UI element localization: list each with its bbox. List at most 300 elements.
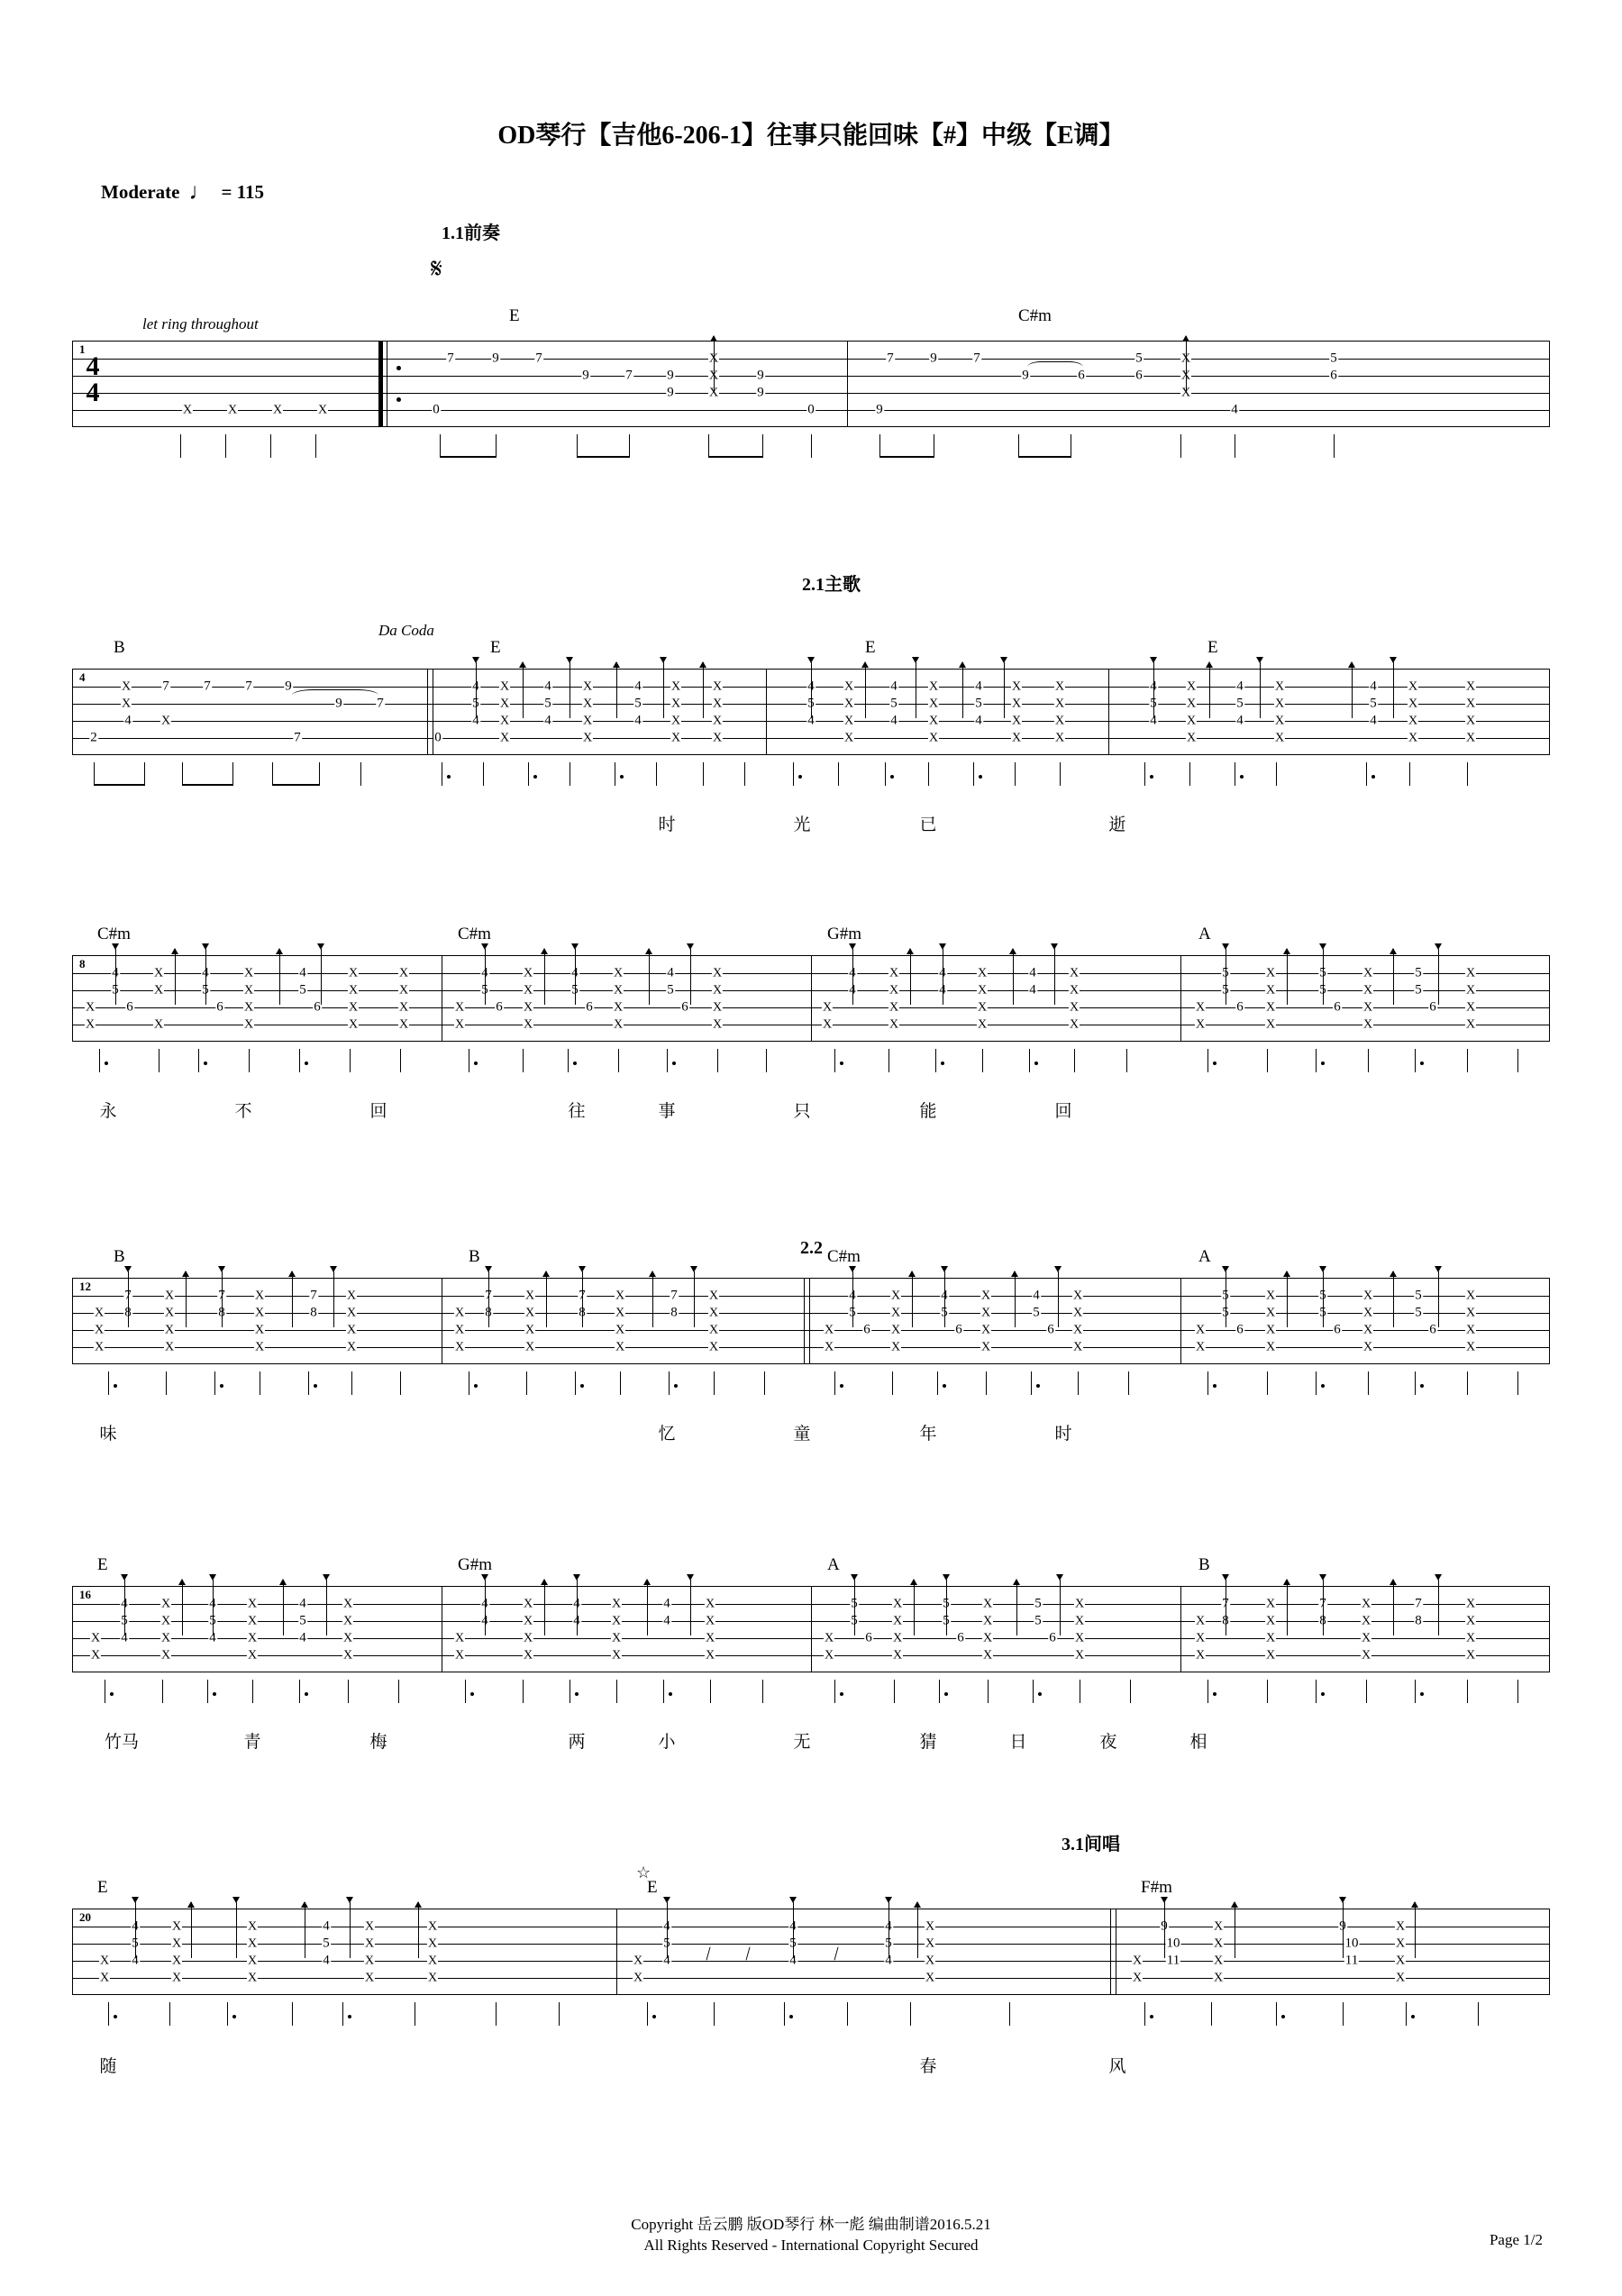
tab-note: 5 xyxy=(849,1305,856,1320)
chord-name: A xyxy=(1198,1247,1211,1266)
tab-note: X xyxy=(153,983,164,998)
tab-note: X xyxy=(888,966,899,980)
tab-note: 7 xyxy=(670,1288,678,1303)
tab-note: X xyxy=(843,731,854,745)
slur xyxy=(1027,361,1083,373)
lyric-syllable: 永 xyxy=(99,1102,117,1121)
tab-note: X xyxy=(712,714,723,728)
da-coda-text: Da Coda xyxy=(378,622,434,639)
tab-staff xyxy=(72,1278,1550,1364)
tab-note: X xyxy=(1265,1597,1276,1611)
tab-note: 5 xyxy=(1222,982,1229,998)
tab-note: X xyxy=(1213,1954,1224,1968)
tab-note: X xyxy=(454,1648,465,1663)
tab-note: 5 xyxy=(1415,965,1422,980)
tab-note: 7 xyxy=(124,1288,132,1303)
tab-note: 6 xyxy=(1429,1322,1436,1337)
tab-note: X xyxy=(272,403,283,417)
tab-note: X xyxy=(712,731,723,745)
quarter-note-icon: ♩ xyxy=(188,178,213,205)
tab-note: X xyxy=(888,1000,899,1015)
tab-note: 4 xyxy=(1029,965,1036,980)
tab-note: 4 xyxy=(299,1630,306,1645)
tab-note: X xyxy=(1362,1323,1373,1337)
tab-note: X xyxy=(1213,1971,1224,1985)
tab-note: X xyxy=(364,1971,375,1985)
tab-note: X xyxy=(346,1323,357,1337)
chord-name: B xyxy=(114,638,125,657)
chord-name: F#m xyxy=(1141,1878,1172,1897)
tab-note: 5 xyxy=(1319,982,1326,998)
tab-note: X xyxy=(712,1017,723,1032)
tab-note: X xyxy=(843,697,854,711)
tab-note: X xyxy=(427,1954,438,1968)
tab-note: 7 xyxy=(485,1288,492,1303)
tab-note: X xyxy=(398,983,409,998)
tab-staff xyxy=(72,341,1550,427)
tab-note: X xyxy=(523,966,533,980)
chord-name: C#m xyxy=(1018,306,1052,325)
page-number: Page 1/2 xyxy=(1489,2231,1543,2248)
tab-note: X xyxy=(980,1323,991,1337)
tab-note: 4 xyxy=(209,1596,216,1611)
tab-note: X xyxy=(843,714,854,728)
tab-note: X xyxy=(85,1017,96,1032)
tab-note: 5 xyxy=(634,696,642,711)
tab-note: X xyxy=(1265,966,1276,980)
tab-note: X xyxy=(705,1648,715,1663)
tab-note: X xyxy=(1465,966,1476,980)
tab-note: X xyxy=(90,1648,101,1663)
tab-note: X xyxy=(1465,1000,1476,1015)
tab-note: X xyxy=(1132,1954,1143,1968)
tab-note: X xyxy=(1072,1323,1083,1337)
tab-note: 8 xyxy=(1415,1613,1422,1628)
tab-note: X xyxy=(1395,1971,1406,1985)
tab-note: 7 xyxy=(245,679,252,694)
tab-note: X xyxy=(928,731,939,745)
tab-note: 11 xyxy=(1166,1953,1180,1968)
tab-note: 8 xyxy=(579,1305,586,1320)
tab-note: 5 xyxy=(807,696,815,711)
lyric-syllable: 猜 xyxy=(919,1733,937,1752)
tab-note: X xyxy=(1362,983,1373,998)
tab-note: X xyxy=(348,1017,359,1032)
tempo-text: Moderate xyxy=(101,180,180,203)
tab-note: 4 xyxy=(975,713,982,728)
tab-note: X xyxy=(890,1340,901,1354)
chord-name: E xyxy=(97,1878,108,1897)
tab-note: 5 xyxy=(943,1613,950,1628)
tab-note: X xyxy=(1186,697,1197,711)
tab-note: X xyxy=(164,1289,175,1303)
tab-note: X xyxy=(523,1614,533,1628)
tab-note: 4 xyxy=(1029,982,1036,998)
chord-name: B xyxy=(1198,1555,1210,1574)
tab-note: X xyxy=(398,1017,409,1032)
tab-note: X xyxy=(888,983,899,998)
tab-note: X xyxy=(243,1017,254,1032)
tab-staff xyxy=(72,1586,1550,1672)
tab-note: 9 xyxy=(757,385,764,400)
tab-note: X xyxy=(1011,731,1022,745)
lyric-syllable: 无 xyxy=(793,1733,811,1752)
tab-note: X xyxy=(633,1971,643,1985)
tab-note: X xyxy=(1465,697,1476,711)
tab-note: X xyxy=(1465,731,1476,745)
chord-name: C#m xyxy=(827,1247,861,1266)
tab-note: X xyxy=(1069,1000,1080,1015)
tab-note: X xyxy=(712,679,723,694)
tab-note: 6 xyxy=(1334,1322,1341,1337)
tab-note: X xyxy=(1074,1597,1085,1611)
lyric-syllable: 能 xyxy=(919,1102,937,1121)
tab-note: 5 xyxy=(1415,1305,1422,1320)
tab-note: X xyxy=(892,1631,903,1645)
tab-note: 5 xyxy=(1222,1288,1229,1303)
tab-note: X xyxy=(247,1631,258,1645)
tab-note: 4 xyxy=(789,1918,797,1934)
tab-note: X xyxy=(1265,1323,1276,1337)
lyric-syllable: 回 xyxy=(369,1102,387,1121)
tab-note: X xyxy=(1395,1919,1406,1934)
tab-note: 4 xyxy=(663,1596,670,1611)
tab-note: X xyxy=(1072,1306,1083,1320)
tab-note: X xyxy=(499,697,510,711)
tab-note: X xyxy=(1180,351,1191,366)
tab-note: X xyxy=(1465,714,1476,728)
tab-note: 5 xyxy=(1135,351,1143,366)
lyric-syllable: 已 xyxy=(919,815,937,834)
tab-note: X xyxy=(254,1323,265,1337)
tab-note: 4 xyxy=(132,1918,139,1934)
tab-note: 4 xyxy=(939,982,946,998)
tab-note: 5 xyxy=(1330,351,1337,366)
tab-note: X xyxy=(670,697,681,711)
tab-note: 7 xyxy=(579,1288,586,1303)
tab-note: X xyxy=(342,1597,353,1611)
tab-note: X xyxy=(1265,1017,1276,1032)
tab-note: X xyxy=(708,369,719,383)
tab-note: X xyxy=(708,1306,719,1320)
tab-note: 7 xyxy=(294,730,301,745)
measure-number: 20 xyxy=(79,1910,91,1924)
tab-note: 9 xyxy=(1339,1918,1346,1934)
tab-note: X xyxy=(708,386,719,400)
tab-note: 4 xyxy=(124,713,132,728)
chord-name: A xyxy=(1198,925,1211,943)
tab-note: 4 xyxy=(1236,679,1244,694)
tab-note: 6 xyxy=(955,1322,962,1337)
tab-note: X xyxy=(1186,679,1197,694)
tab-note: X xyxy=(982,1631,993,1645)
lyric-syllable: 不 xyxy=(234,1102,252,1121)
tab-note: X xyxy=(160,1648,171,1663)
tab-note: X xyxy=(615,1306,625,1320)
copyright-line-1: Copyright 岳云鹏 版OD琴行 林一彪 编曲制谱2016.5.21 xyxy=(631,2216,991,2234)
tab-note: X xyxy=(1054,731,1065,745)
tab-note: X xyxy=(1180,386,1191,400)
tab-note: 5 xyxy=(1319,1288,1326,1303)
tab-note: X xyxy=(1362,1340,1373,1354)
tab-note: X xyxy=(824,1323,834,1337)
tab-note: 4 xyxy=(885,1953,892,1968)
tab-note: X xyxy=(346,1289,357,1303)
lyric-syllable: 童 xyxy=(793,1425,811,1444)
tab-note: X xyxy=(824,1631,834,1645)
lyric-syllable: 光 xyxy=(793,815,811,834)
tab-note: X xyxy=(427,1919,438,1934)
tab-note: 4 xyxy=(573,1613,580,1628)
tab-note: 4 xyxy=(890,713,898,728)
tab-note: 6 xyxy=(863,1322,870,1337)
tab-note: X xyxy=(99,1971,110,1985)
tab-note: X xyxy=(1186,731,1197,745)
tab-note: 4 xyxy=(1370,679,1377,694)
tab-note: 4 xyxy=(132,1953,139,1968)
lyric-syllable: 风 xyxy=(1108,2057,1126,2076)
chord-name: E xyxy=(865,638,876,657)
tab-note: X xyxy=(524,1323,535,1337)
tab-staff xyxy=(72,955,1550,1042)
tab-note: 9 xyxy=(757,368,764,383)
tab-note: X xyxy=(153,1017,164,1032)
chord-name: E xyxy=(647,1878,658,1897)
tab-note: 0 xyxy=(807,402,815,417)
tab-note: 6 xyxy=(1135,368,1143,383)
tab-note: 5 xyxy=(472,696,479,711)
tempo-bpm: = 115 xyxy=(221,180,265,203)
tab-note: 4 xyxy=(939,965,946,980)
tab-note: X xyxy=(153,966,164,980)
tab-note: X xyxy=(182,403,193,417)
tab-note: X xyxy=(254,1340,265,1354)
tab-note: 7 xyxy=(204,679,211,694)
tab-note: X xyxy=(243,983,254,998)
tab-note: X xyxy=(708,1323,719,1337)
tab-note: 5 xyxy=(1150,696,1157,711)
tab-note: 4 xyxy=(481,1613,488,1628)
tab-note: 4 xyxy=(849,982,856,998)
tab-note: X xyxy=(611,1614,622,1628)
tab-note: X xyxy=(708,1289,719,1303)
tab-note: X xyxy=(523,983,533,998)
tab-note: X xyxy=(611,1648,622,1663)
tab-note: X xyxy=(977,983,988,998)
tab-note: X xyxy=(824,1648,834,1663)
page-title: OD琴行【吉他6-206-1】往事只能回味【#】中级【E调】 xyxy=(497,122,1125,150)
tab-note: X xyxy=(1074,1614,1085,1628)
tab-note: X xyxy=(1465,1306,1476,1320)
tab-note: 6 xyxy=(216,999,223,1015)
tab-note: X xyxy=(1361,1631,1371,1645)
tab-note: 4 xyxy=(323,1953,330,1968)
tab-note: X xyxy=(364,1919,375,1934)
tab-note: X xyxy=(1408,697,1418,711)
tab-note: X xyxy=(1362,1017,1373,1032)
tab-note: X xyxy=(348,983,359,998)
tab-note: X xyxy=(892,1614,903,1628)
tab-note: X xyxy=(582,697,593,711)
tab-note: X xyxy=(1072,1340,1083,1354)
tab-note: 5 xyxy=(1319,1305,1326,1320)
tab-note: 7 xyxy=(1319,1596,1326,1611)
tab-note: 4 xyxy=(634,679,642,694)
tab-note: 8 xyxy=(1319,1613,1326,1628)
tab-note: 4 xyxy=(544,679,551,694)
tab-note: X xyxy=(613,983,624,998)
tab-note: X xyxy=(1069,1017,1080,1032)
tab-note: X xyxy=(824,1340,834,1354)
tab-note: X xyxy=(1465,1631,1476,1645)
lyric-syllable: 年 xyxy=(919,1425,937,1444)
tab-note: X xyxy=(1011,714,1022,728)
tab-note: 5 xyxy=(1222,965,1229,980)
measure-number: 8 xyxy=(79,957,86,970)
tab-note: X xyxy=(977,966,988,980)
tab-note: 4 xyxy=(663,1918,670,1934)
tab-note: 7 xyxy=(887,351,894,366)
tab-note: 4 xyxy=(634,713,642,728)
tab-note: 5 xyxy=(667,982,674,998)
tab-note: 5 xyxy=(1370,696,1377,711)
tab-note: 6 xyxy=(865,1630,872,1645)
tab-note: X xyxy=(499,731,510,745)
tab-note: X xyxy=(982,1597,993,1611)
tab-note: 4 xyxy=(112,965,119,980)
tab-note: 4 xyxy=(121,1630,128,1645)
tab-note: 6 xyxy=(314,999,321,1015)
tab-note: 6 xyxy=(586,999,593,1015)
section-label-interlude: 3.1间唱 xyxy=(1062,1835,1120,1854)
tab-note: X xyxy=(523,1597,533,1611)
chord-name: E xyxy=(490,638,501,657)
tab-note: X xyxy=(247,1971,258,1985)
chord-name: G#m xyxy=(827,925,861,943)
section-label-verse2: 2.2 xyxy=(800,1238,823,1258)
tab-note: 9 xyxy=(667,368,674,383)
tab-note: X xyxy=(1265,1340,1276,1354)
tab-note: 5 xyxy=(1034,1613,1042,1628)
tab-note: X xyxy=(1361,1614,1371,1628)
tab-note: X xyxy=(364,1954,375,1968)
tab-note: X xyxy=(1072,1289,1083,1303)
tab-note: X xyxy=(254,1306,265,1320)
tab-note: X xyxy=(1408,714,1418,728)
lyric-syllable: 往 xyxy=(568,1102,586,1121)
tab-note: 7 xyxy=(1415,1596,1422,1611)
tab-note: X xyxy=(705,1597,715,1611)
tab-note: X xyxy=(613,966,624,980)
tab-note: X xyxy=(980,1306,991,1320)
tab-note: X xyxy=(1054,679,1065,694)
tab-note: 4 xyxy=(299,965,306,980)
tab-note: X xyxy=(523,1017,533,1032)
tab-note: X xyxy=(888,1017,899,1032)
measure-number: 4 xyxy=(79,670,86,684)
tab-note: X xyxy=(977,1017,988,1032)
tab-note: 4 xyxy=(1231,402,1238,417)
tab-note: 7 xyxy=(310,1288,317,1303)
lyric-syllable: 相 xyxy=(1189,1733,1207,1752)
tab-note: X xyxy=(982,1648,993,1663)
tab-note: 4 xyxy=(121,1596,128,1611)
tab-note: X xyxy=(1362,1289,1373,1303)
tab-note: 5 xyxy=(943,1596,950,1611)
copyright-line-2: All Rights Reserved - International Copyright Secured xyxy=(643,2237,979,2255)
chord-name: C#m xyxy=(458,925,491,943)
lyric-syllable: 只 xyxy=(793,1102,811,1121)
tab-note: X xyxy=(317,403,328,417)
tab-note: 7 xyxy=(377,696,384,711)
tab-note: 4 xyxy=(885,1918,892,1934)
tab-note: 5 xyxy=(299,1613,306,1628)
tab-note: 4 xyxy=(1370,713,1377,728)
tab-note: X xyxy=(582,679,593,694)
tab-note: X xyxy=(247,1936,258,1951)
tab-note: X xyxy=(1274,697,1285,711)
tab-note: X xyxy=(160,1631,171,1645)
tab-note: 9 xyxy=(667,385,674,400)
tab-note: X xyxy=(427,1936,438,1951)
tab-note: 6 xyxy=(1047,1322,1054,1337)
tab-note: X xyxy=(611,1631,622,1645)
tab-note: 5 xyxy=(1415,982,1422,998)
tab-note: X xyxy=(1011,697,1022,711)
tab-note: 10 xyxy=(1344,1936,1359,1951)
lyric-syllable: 两 xyxy=(568,1733,586,1752)
rhythm-slash: / xyxy=(743,1944,752,1964)
chord-name: E xyxy=(97,1555,108,1574)
tab-note: X xyxy=(1395,1936,1406,1951)
tab-note: 6 xyxy=(1334,999,1341,1015)
tab-note: X xyxy=(523,1631,533,1645)
tab-note: 8 xyxy=(124,1305,132,1320)
tab-note: 6 xyxy=(1236,999,1244,1015)
tab-note: 4 xyxy=(890,679,898,694)
tab-note: X xyxy=(1195,1000,1206,1015)
tab-note: X xyxy=(243,1000,254,1015)
tab-note: X xyxy=(708,351,719,366)
tab-note: 5 xyxy=(890,696,898,711)
tab-note: X xyxy=(454,1323,465,1337)
tab-note: 5 xyxy=(885,1936,892,1951)
measure-number: 1 xyxy=(79,342,86,356)
tab-note: 4 xyxy=(1150,713,1157,728)
tab-note: X xyxy=(1195,1614,1206,1628)
tab-note: X xyxy=(1180,369,1191,383)
tab-note: X xyxy=(171,1971,182,1985)
tab-note: X xyxy=(1465,1614,1476,1628)
staff-system-2 xyxy=(72,638,1550,834)
tab-note: X xyxy=(454,1306,465,1320)
tab-note: 5 xyxy=(1319,965,1326,980)
tab-note: 9 xyxy=(876,402,883,417)
tab-note: X xyxy=(977,1000,988,1015)
section-label-intro: 1.1前奏 xyxy=(442,223,500,243)
tab-note: 4 xyxy=(472,679,479,694)
tab-note: X xyxy=(890,1323,901,1337)
tab-note: 4 xyxy=(544,713,551,728)
tab-note: 8 xyxy=(218,1305,225,1320)
tab-note: X xyxy=(1074,1648,1085,1663)
tab-note: X xyxy=(1265,983,1276,998)
tab-note: 5 xyxy=(851,1613,858,1628)
tab-note: X xyxy=(1362,966,1373,980)
tab-note: X xyxy=(712,983,723,998)
section-label-verse: 2.1主歌 xyxy=(802,575,861,595)
tab-note: X xyxy=(1465,679,1476,694)
